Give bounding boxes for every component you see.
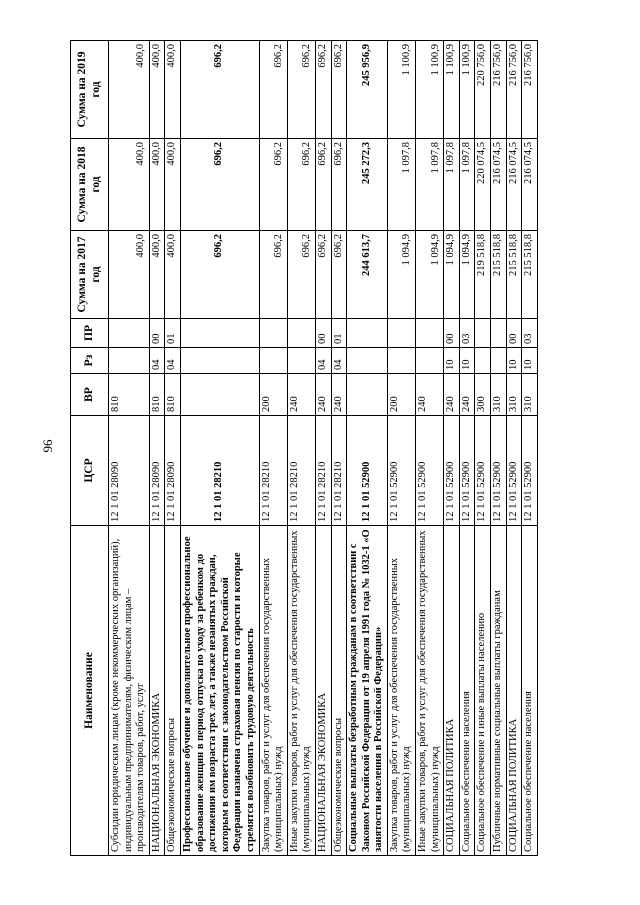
- cell-csr: 12 1 01 28210: [331, 416, 347, 526]
- table-row: [444, 41, 460, 856]
- cell-csr: 12 1 01 52900: [444, 416, 460, 526]
- cell-vr: 240: [331, 374, 347, 416]
- cell-y2019: 245 956,9: [347, 41, 388, 139]
- cell-y2017: 215 518,8: [506, 231, 522, 319]
- cell-vr: 240: [459, 374, 475, 416]
- table-row: [491, 41, 507, 856]
- cell-y2018: 1 097,8: [387, 139, 415, 231]
- cell-rz: [475, 348, 491, 374]
- cell-y2018: 696,2: [331, 139, 347, 231]
- cell-y2017: 696,2: [180, 231, 259, 319]
- cell-rz: 04: [315, 348, 331, 374]
- cell-pr: 01: [165, 319, 181, 348]
- cell-csr: 12 1 01 52900: [491, 416, 507, 526]
- cell-y2019: 1 100,9: [416, 41, 444, 139]
- cell-pr: 01: [331, 319, 347, 348]
- cell-y2018: 1 097,8: [444, 139, 460, 231]
- cell-name: Социальное обеспечение населения: [459, 526, 475, 856]
- cell-rz: 10: [522, 348, 538, 374]
- cell-pr: [109, 319, 150, 348]
- cell-y2019: 216 756,0: [491, 41, 507, 139]
- cell-y2018: 400,0: [149, 139, 165, 231]
- cell-rz: [259, 348, 287, 374]
- cell-y2017: 215 518,8: [491, 231, 507, 319]
- cell-y2017: 696,2: [287, 231, 315, 319]
- cell-name: Социальное обеспечение и иные выплаты населению: [475, 526, 491, 856]
- cell-y2017: 696,2: [331, 231, 347, 319]
- cell-csr: 12 1 01 28090: [149, 416, 165, 526]
- table-row: [522, 41, 538, 856]
- header-name: Наименование: [71, 526, 109, 856]
- cell-y2019: 220 756,0: [475, 41, 491, 139]
- table-row: [165, 41, 181, 856]
- cell-y2017: 400,0: [109, 231, 150, 319]
- cell-name: Субсидии юридическим лицам (кроме некоммерческих организаций), индивидуальным предпринимателям, физическим лицам – производителям товаров, работ, услуг: [109, 526, 150, 856]
- cell-name: Социальное обеспечение населения: [522, 526, 538, 856]
- cell-rz: 04: [331, 348, 347, 374]
- cell-y2017: 1 094,9: [459, 231, 475, 319]
- cell-vr: 240: [287, 374, 315, 416]
- table-row: [347, 41, 388, 856]
- cell-pr: [475, 319, 491, 348]
- cell-rz: [347, 348, 388, 374]
- cell-pr: 03: [459, 319, 475, 348]
- cell-pr: 00: [444, 319, 460, 348]
- cell-rz: [109, 348, 150, 374]
- cell-name: Публичные нормативные социальные выплаты гражданам: [491, 526, 507, 856]
- cell-vr: 310: [506, 374, 522, 416]
- cell-name: Иные закупки товаров, работ и услуг для обеспечения государственных (муниципальных) нужд: [416, 526, 444, 856]
- cell-name: СОЦИАЛЬНАЯ ПОЛИТИКА: [444, 526, 460, 856]
- cell-csr: 12 1 01 52900: [387, 416, 415, 526]
- cell-vr: [180, 374, 259, 416]
- cell-pr: 00: [149, 319, 165, 348]
- cell-csr: 12 1 01 52900: [522, 416, 538, 526]
- cell-y2019: 216 756,0: [522, 41, 538, 139]
- cell-vr: 310: [522, 374, 538, 416]
- cell-pr: [259, 319, 287, 348]
- cell-name: Профессиональное обучение и дополнительное профессиональное образование женщин в период отпуска по уходу за ребенком до достижения им возраста трех лет, а также незанятых граждан, которым в соответствии с законодательством Российской Федерации назначена страховая пенсия по старости и которые стремятся возобновить трудовую деятельность: [180, 526, 259, 856]
- cell-name: Иные закупки товаров, работ и услуг для обеспечения государственных (муниципальных) нужд: [287, 526, 315, 856]
- cell-pr: 00: [315, 319, 331, 348]
- cell-y2018: 216 074,5: [522, 139, 538, 231]
- cell-y2018: 696,2: [287, 139, 315, 231]
- cell-y2018: 696,2: [259, 139, 287, 231]
- table-row: [387, 41, 415, 856]
- table-header-row: [71, 41, 109, 856]
- cell-vr: 240: [444, 374, 460, 416]
- cell-name: Закупка товаров, работ и услуг для обеспечения государственных (муниципальных) нужд: [259, 526, 287, 856]
- cell-vr: 810: [165, 374, 181, 416]
- cell-csr: 12 1 01 28090: [165, 416, 181, 526]
- cell-csr: 12 1 01 52900: [475, 416, 491, 526]
- cell-y2017: 1 094,9: [416, 231, 444, 319]
- table-row: [315, 41, 331, 856]
- cell-y2017: 400,0: [165, 231, 181, 319]
- cell-y2019: 696,2: [287, 41, 315, 139]
- cell-rz: 10: [444, 348, 460, 374]
- header-2018: Сумма на 2018 год: [71, 139, 109, 231]
- table-row: [331, 41, 347, 856]
- cell-pr: [416, 319, 444, 348]
- cell-pr: [287, 319, 315, 348]
- cell-y2018: 216 074,5: [491, 139, 507, 231]
- cell-pr: [180, 319, 259, 348]
- cell-y2017: 219 518,8: [475, 231, 491, 319]
- cell-y2018: 400,0: [109, 139, 150, 231]
- cell-y2019: 1 100,9: [459, 41, 475, 139]
- cell-vr: 240: [416, 374, 444, 416]
- table-row: [287, 41, 315, 856]
- rotated-page: [70, 41, 570, 856]
- table-row: [259, 41, 287, 856]
- cell-rz: [287, 348, 315, 374]
- cell-name: НАЦИОНАЛЬНАЯ ЭКОНОМИКА: [149, 526, 165, 856]
- cell-pr: [491, 319, 507, 348]
- cell-y2017: 244 613,7: [347, 231, 388, 319]
- cell-csr: 12 1 01 28210: [287, 416, 315, 526]
- cell-vr: 810: [109, 374, 150, 416]
- cell-csr: 12 1 01 28210: [315, 416, 331, 526]
- cell-y2019: 400,0: [109, 41, 150, 139]
- cell-csr: 12 1 01 28090: [109, 416, 150, 526]
- table-body: [109, 41, 538, 856]
- cell-vr: 240: [315, 374, 331, 416]
- cell-y2017: 1 094,9: [387, 231, 415, 319]
- cell-name: Закупка товаров, работ и услуг для обеспечения государственных (муниципальных) нужд: [387, 526, 415, 856]
- cell-pr: 00: [506, 319, 522, 348]
- table-row: [109, 41, 150, 856]
- table-row: [475, 41, 491, 856]
- cell-y2018: 1 097,8: [459, 139, 475, 231]
- cell-csr: 12 1 01 28210: [259, 416, 287, 526]
- cell-y2018: 400,0: [165, 139, 181, 231]
- cell-y2017: 696,2: [259, 231, 287, 319]
- cell-y2018: 216 074,5: [506, 139, 522, 231]
- cell-name: НАЦИОНАЛЬНАЯ ЭКОНОМИКА: [315, 526, 331, 856]
- cell-rz: [416, 348, 444, 374]
- cell-y2017: 1 094,9: [444, 231, 460, 319]
- cell-name: Общеэкономические вопросы: [165, 526, 181, 856]
- cell-y2019: 400,0: [149, 41, 165, 139]
- table-row: [416, 41, 444, 856]
- cell-csr: 12 1 01 52900: [347, 416, 388, 526]
- cell-y2019: 696,2: [180, 41, 259, 139]
- cell-y2017: 400,0: [149, 231, 165, 319]
- table-row: [459, 41, 475, 856]
- header-csr: ЦСР: [71, 416, 109, 526]
- cell-csr: 12 1 01 52900: [506, 416, 522, 526]
- page-number: 96: [40, 439, 55, 453]
- cell-vr: 810: [149, 374, 165, 416]
- cell-rz: 10: [459, 348, 475, 374]
- header-2017: Сумма на 2017 год: [71, 231, 109, 319]
- cell-csr: 12 1 01 52900: [416, 416, 444, 526]
- table-row: [506, 41, 522, 856]
- cell-y2018: 1 097,8: [416, 139, 444, 231]
- cell-csr: 12 1 01 28210: [180, 416, 259, 526]
- cell-csr: 12 1 01 52900: [459, 416, 475, 526]
- cell-vr: 200: [259, 374, 287, 416]
- cell-rz: [387, 348, 415, 374]
- cell-y2019: 1 100,9: [444, 41, 460, 139]
- cell-rz: 10: [506, 348, 522, 374]
- cell-vr: 200: [387, 374, 415, 416]
- cell-rz: 04: [165, 348, 181, 374]
- cell-name: Общеэкономические вопросы: [331, 526, 347, 856]
- cell-vr: 310: [491, 374, 507, 416]
- table-row: [149, 41, 165, 856]
- cell-y2017: 696,2: [315, 231, 331, 319]
- cell-rz: 04: [149, 348, 165, 374]
- cell-vr: 300: [475, 374, 491, 416]
- cell-y2017: 215 518,8: [522, 231, 538, 319]
- header-vr: ВР: [71, 374, 109, 416]
- cell-pr: 03: [522, 319, 538, 348]
- cell-name: Социальные выплаты безработным гражданам в соответствии с Законом Российской Федерации от 19 апреля 1991 года № 1032-1 «О занятости населения в Российской Федерации»: [347, 526, 388, 856]
- cell-rz: [491, 348, 507, 374]
- header-2019: Сумма на 2019 год: [71, 41, 109, 139]
- cell-y2019: 696,2: [315, 41, 331, 139]
- cell-y2019: 1 100,9: [387, 41, 415, 139]
- cell-y2019: 696,2: [259, 41, 287, 139]
- cell-y2019: 696,2: [331, 41, 347, 139]
- cell-y2018: 696,2: [180, 139, 259, 231]
- cell-name: СОЦИАЛЬНАЯ ПОЛИТИКА: [506, 526, 522, 856]
- cell-y2019: 216 756,0: [506, 41, 522, 139]
- cell-y2019: 400,0: [165, 41, 181, 139]
- table-row: [180, 41, 259, 856]
- header-rz: Рз: [71, 348, 109, 374]
- budget-table: [70, 40, 538, 856]
- cell-pr: [387, 319, 415, 348]
- cell-rz: [180, 348, 259, 374]
- cell-y2018: 220 074,5: [475, 139, 491, 231]
- cell-vr: [347, 374, 388, 416]
- cell-y2018: 245 272,3: [347, 139, 388, 231]
- header-pr: ПР: [71, 319, 109, 348]
- cell-pr: [347, 319, 388, 348]
- cell-y2018: 696,2: [315, 139, 331, 231]
